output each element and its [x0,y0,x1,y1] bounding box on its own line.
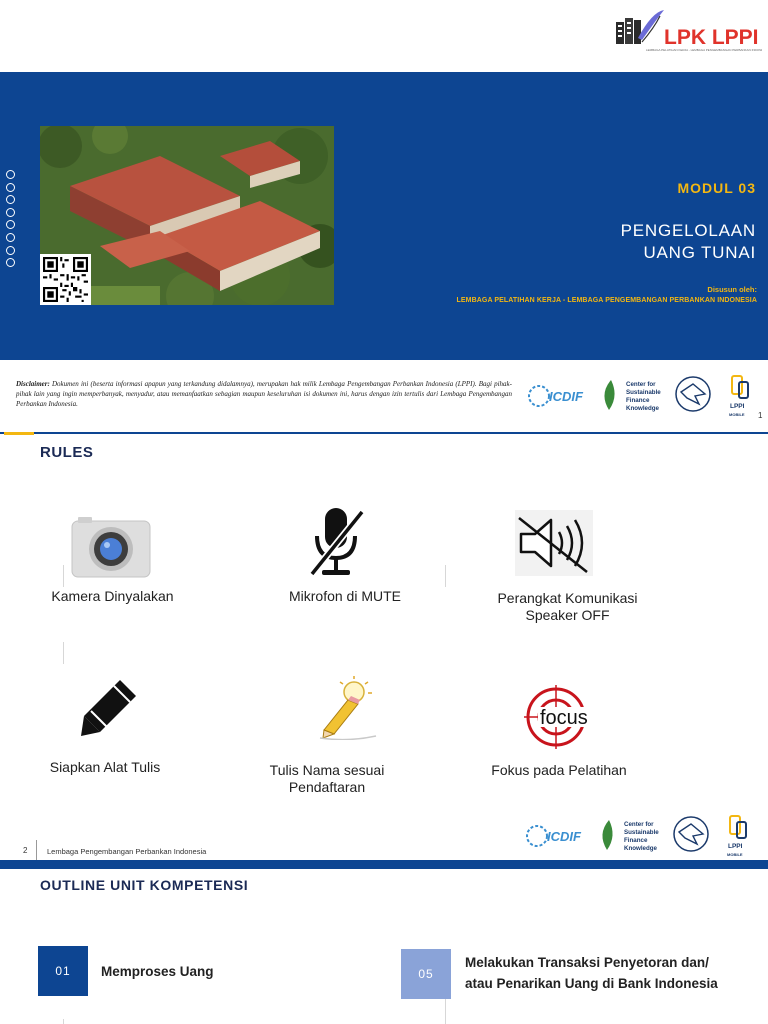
divider [445,999,446,1024]
page-separator-accent [4,432,34,435]
outline-title: OUTLINE UNIT KOMPETENSI [40,877,249,893]
csfk-line1: Center for [626,381,656,388]
pencil-lightbulb-icon [318,676,380,745]
page-separator [0,860,768,869]
rule-label-write-name-line1: Tulis Nama sesuai [269,762,385,778]
csfk-line2: Sustainable [626,389,661,396]
slide-dots [6,170,15,271]
slide-dot[interactable] [6,208,15,217]
author-label: Disusun oleh: [707,285,757,294]
csfk-line3: Finance [624,837,648,844]
outline-item-05-line1: Melakukan Transaksi Penyetoran dan/ [465,955,709,970]
rule-label-camera: Kamera Dinyalakan [51,588,174,604]
page-separator [0,432,768,434]
rule-label-speaker-line1: Perangkat Komunikasi [497,590,638,606]
lppi-mobile-subtext: MOBILE [727,852,743,857]
slide-dot[interactable] [6,195,15,204]
icdif-logo: ICDIF [547,829,581,844]
divider [63,642,64,664]
cover-title-line2: UANG TUNAI [643,243,756,262]
lpk-lppi-logo [612,8,762,54]
outline-item-01: Memproses Uang [101,964,214,979]
disclaimer-text [16,379,512,409]
lppi-mobile-text: LPPI [728,843,743,850]
divider [63,1019,64,1024]
disclaimer-body: Dokumen ini (beserta informasi apapun yang terkandung didalamnya), merupakan hak milik Lembaga Pengembangan Perbankan Indonesia (LPPI). Bagi pihak-pihak lain yang ingin memperbanyak, menyadur, atau memanfaatkan sebagian maupun keseluruhan isi dokumen ini, harus dengan izin tertulis dari Lembaga Pengembangan Perbankan Indonesia. [16,380,512,408]
microphone-mute-icon [306,506,366,585]
rule-label-speaker-line2: Speaker OFF [525,607,610,623]
lppi-mobile-text: LPPI [730,403,745,410]
camera-icon [70,515,152,584]
outline-item-05 [465,952,718,994]
csfk-line4: Knowledge [624,845,658,852]
logo-subtext: LEMBAGA PELATIHAN KERJA - LEMBAGA PENGEMBANGAN PERBANKAN INDONESIA [646,48,762,52]
csfk-line3: Finance [626,397,650,404]
divider [445,565,446,587]
cover-title-line1: PENGELOLAAN [620,221,756,240]
footer-divider [36,840,37,860]
partner-logos [527,372,757,420]
focus-icon-text: focus [540,707,588,729]
qr-code-icon[interactable] [40,254,91,305]
page-number: 1 [758,411,763,420]
rule-label-write-name-line2: Pendaftaran [288,779,366,795]
partner-logos [523,812,757,860]
focus-target-icon [520,685,620,754]
speaker-off-icon [515,510,593,581]
module-number: MODUL 03 [677,180,756,196]
logo-text: LPK LPPI [664,26,759,49]
disclaimer-label: Disclaimer: [16,380,50,388]
rule-label-mic: Mikrofon di MUTE [288,588,402,604]
outline-number-01: 01 [38,946,88,996]
outline-number-05: 05 [401,949,451,999]
rule-label-speaker [480,590,655,624]
csfk-line2: Sustainable [624,829,659,836]
divider [63,565,64,587]
rule-label-focus: Fokus pada Pelatihan [491,762,627,778]
pencil-icon [78,676,140,743]
cover-title [621,220,756,264]
slide-dot[interactable] [6,258,15,267]
slide-dot[interactable] [6,183,15,192]
footer-text: Lembaga Pengembangan Perbankan Indonesia [47,847,207,856]
author-name: LEMBAGA PELATIHAN KERJA - LEMBAGA PENGEMBANGAN PERBANKAN INDONESIA [456,297,757,304]
icdif-logo: ICDIF [549,389,583,404]
rule-label-write-name [256,762,398,796]
slide-dot[interactable] [6,246,15,255]
csfk-line1: Center for [624,821,654,828]
rule-label-pencil: Siapkan Alat Tulis [49,759,161,775]
csfk-line4: Knowledge [626,405,660,412]
page-number: 2 [23,846,28,855]
outline-item-05-line2: atau Penarikan Uang di Bank Indonesia [465,976,718,991]
rules-title: RULES [40,444,94,461]
slide-dot[interactable] [6,233,15,242]
slide-dot[interactable] [6,220,15,229]
slide-dot[interactable] [6,170,15,179]
lppi-mobile-subtext: MOBILE [729,412,745,417]
